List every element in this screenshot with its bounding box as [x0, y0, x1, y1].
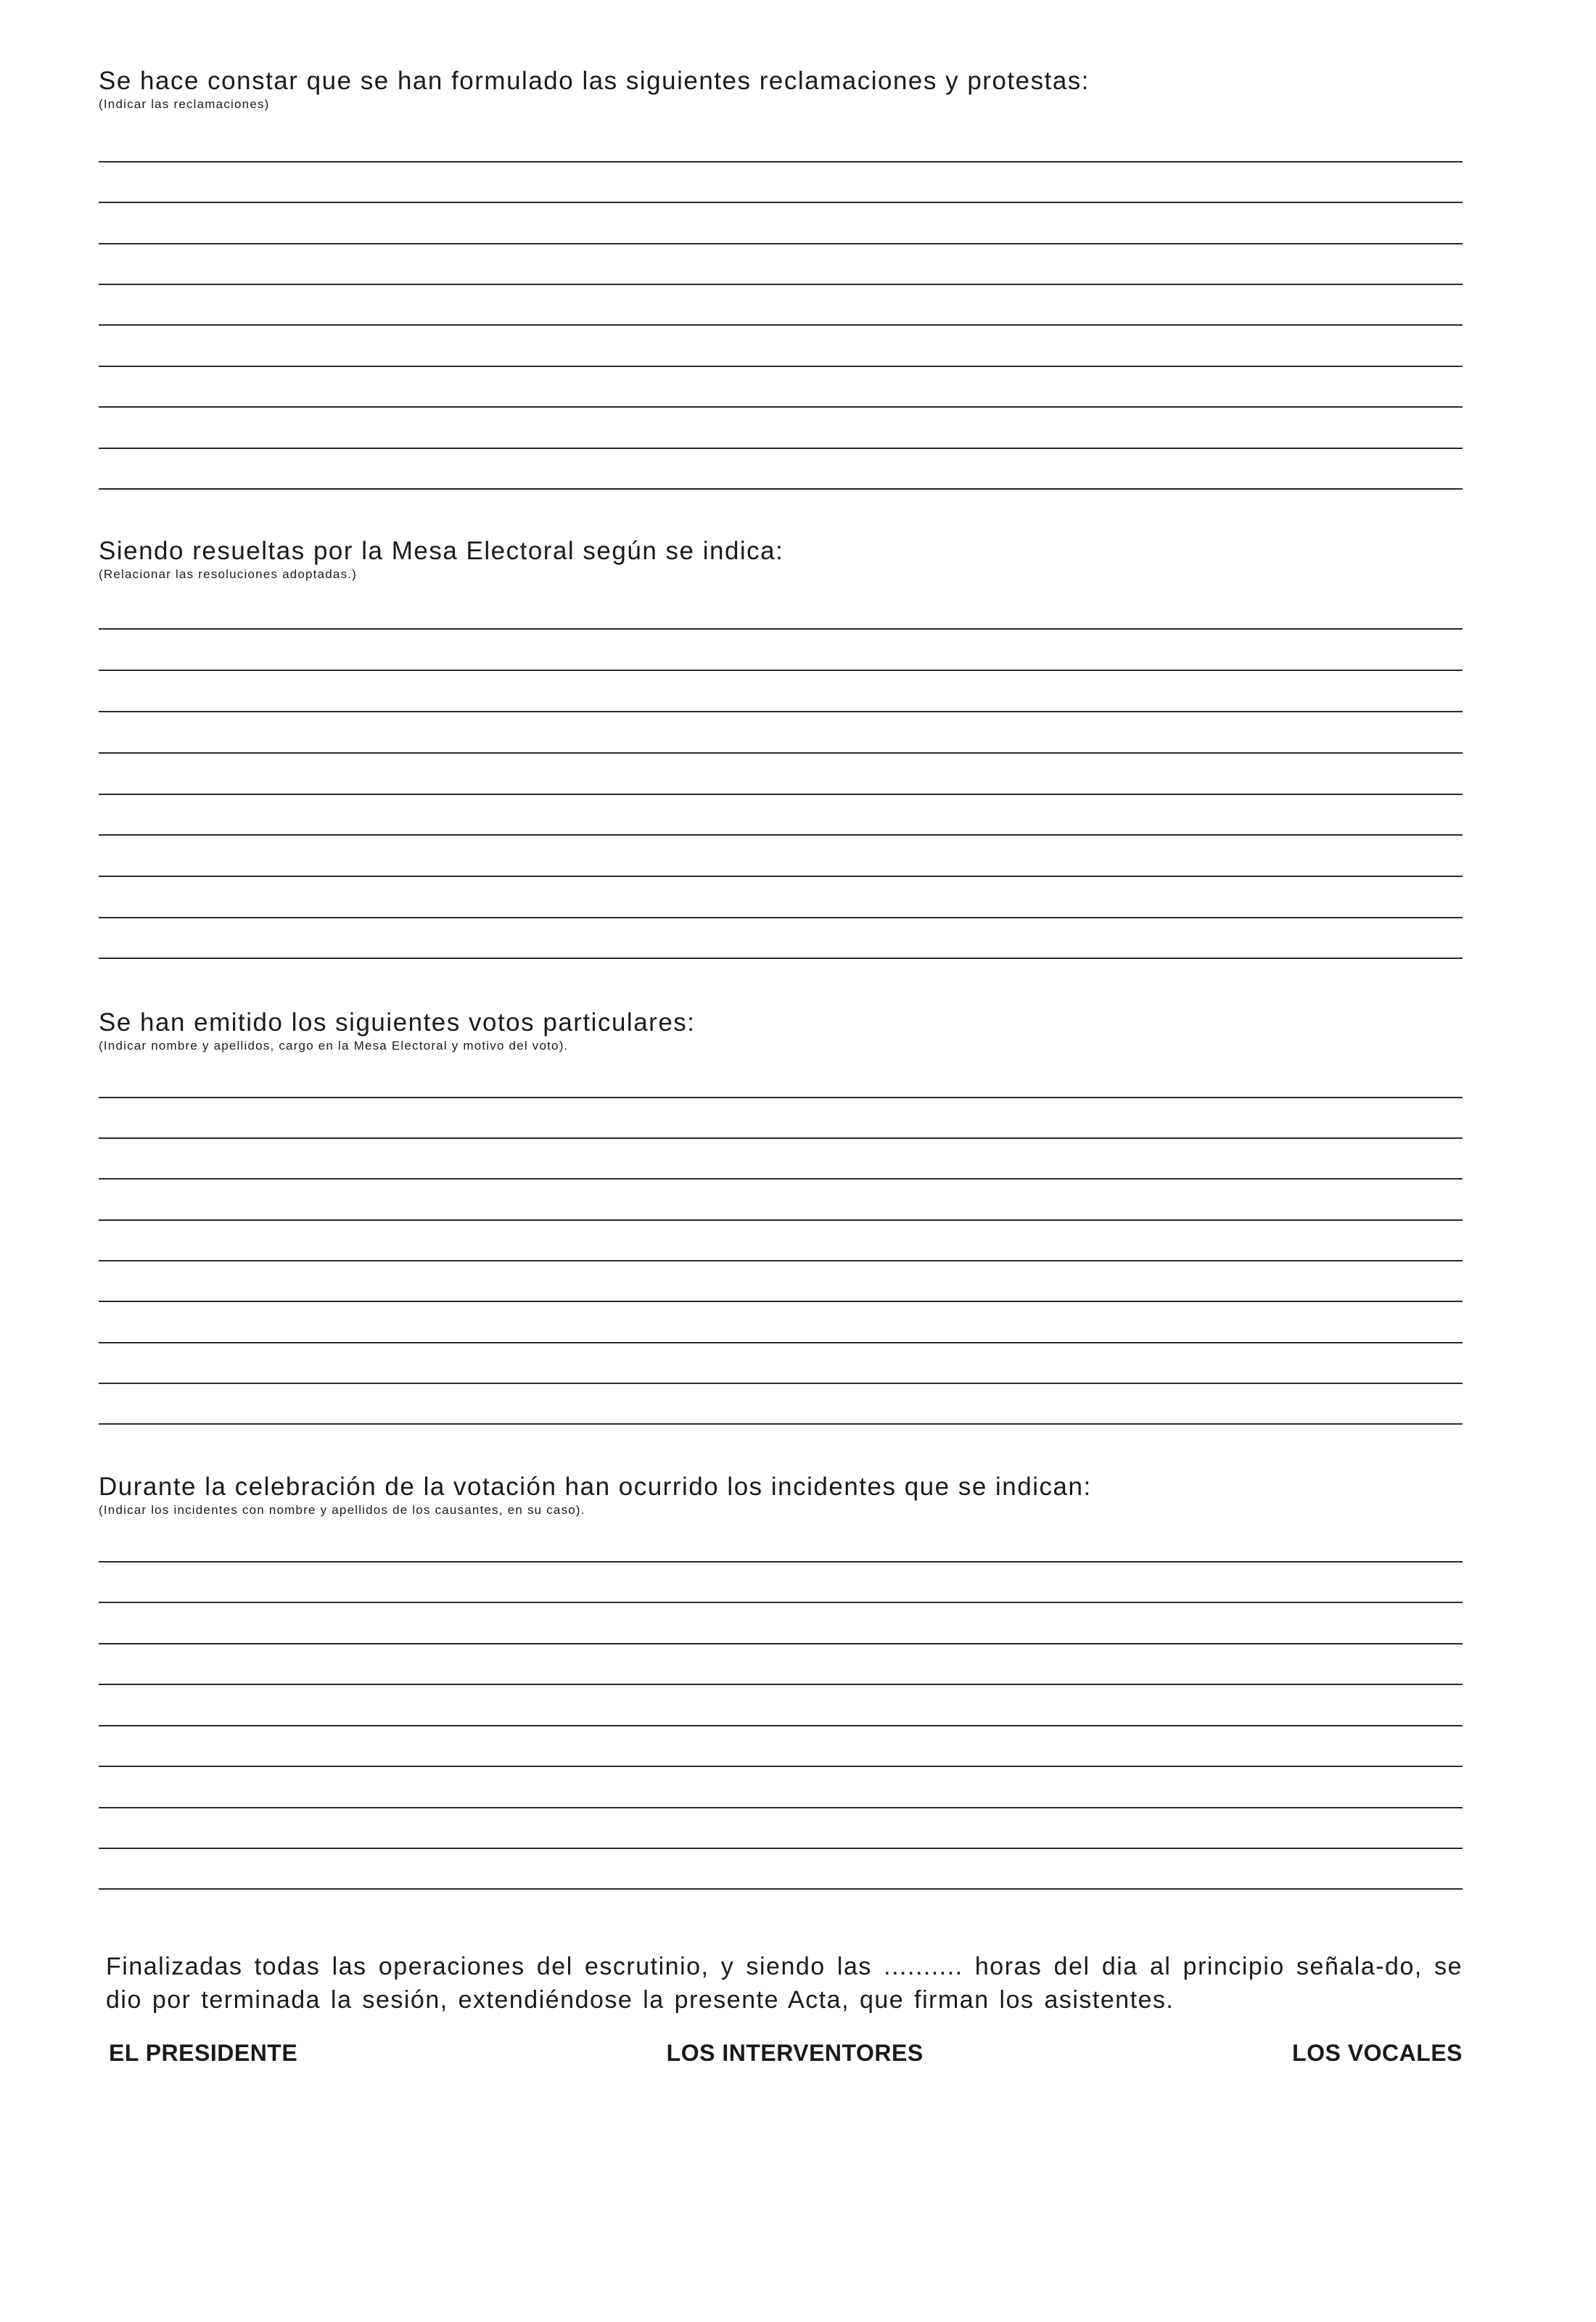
section-heading: Se hace constar que se han formulado las siguientes reclamaciones y protestas: — [99, 67, 1090, 95]
section-resoluciones — [99, 537, 1463, 582]
writing-line[interactable] — [99, 1725, 1463, 1726]
writing-line[interactable] — [99, 1684, 1463, 1685]
writing-line[interactable] — [99, 1807, 1463, 1808]
writing-line[interactable] — [99, 488, 1463, 490]
section-heading: Siendo resueltas por la Mesa Electoral según se indica: — [99, 537, 784, 565]
section-incidentes — [99, 1473, 1463, 1518]
writing-line[interactable] — [99, 284, 1463, 285]
writing-line[interactable] — [99, 670, 1463, 671]
writing-line[interactable] — [99, 161, 1463, 162]
writing-line[interactable] — [99, 628, 1463, 630]
section-heading: Se han emitido los siguientes votos particulares: — [99, 1008, 696, 1037]
writing-line[interactable] — [99, 1301, 1463, 1302]
signature-row — [109, 2040, 1463, 2067]
writing-line[interactable] — [99, 752, 1463, 754]
writing-line[interactable] — [99, 1561, 1463, 1563]
writing-line[interactable] — [99, 1342, 1463, 1343]
section-note: (Relacionar las resoluciones adoptadas.) — [99, 567, 358, 581]
writing-line[interactable] — [99, 1137, 1463, 1139]
section-note: (Indicar nombre y apellidos, cargo en la Mesa Electoral y motivo del voto). — [99, 1039, 569, 1053]
signature-interventores: LOS INTERVENTORES — [666, 2040, 924, 2066]
writing-line[interactable] — [99, 324, 1463, 326]
writing-line[interactable] — [99, 794, 1463, 795]
writing-line[interactable] — [99, 1097, 1463, 1098]
writing-line[interactable] — [99, 1260, 1463, 1261]
section-note: (Indicar los incidentes con nombre y apellidos de los causantes, en su caso). — [99, 1503, 585, 1517]
signature-president: EL PRESIDENTE — [109, 2040, 298, 2066]
writing-line[interactable] — [99, 406, 1463, 408]
closing-statement: Finalizadas todas las operaciones del escrutinio, y siendo las .......... horas del dia al principio señala-do, se dio por terminada la sesión, extendiéndose la presente Acta, que firman los asistentes. — [106, 1953, 1463, 2014]
signature-vocales: LOS VOCALES — [1292, 2040, 1463, 2066]
writing-line[interactable] — [99, 834, 1463, 836]
writing-line[interactable] — [99, 1423, 1463, 1425]
section-reclamaciones — [99, 67, 1463, 112]
writing-line[interactable] — [99, 243, 1463, 244]
writing-line[interactable] — [99, 366, 1463, 367]
writing-line[interactable] — [99, 1766, 1463, 1767]
writing-line[interactable] — [99, 917, 1463, 918]
section-votos-particulares — [99, 1008, 1463, 1053]
writing-line[interactable] — [99, 958, 1463, 959]
writing-line[interactable] — [99, 711, 1463, 712]
writing-line[interactable] — [99, 1219, 1463, 1221]
section-heading: Durante la celebración de la votación han ocurrido los incidentes que se indican: — [99, 1473, 1092, 1501]
writing-line[interactable] — [99, 1848, 1463, 1849]
writing-line[interactable] — [99, 1888, 1463, 1890]
writing-line[interactable] — [99, 1602, 1463, 1603]
section-note: (Indicar las reclamaciones) — [99, 97, 270, 111]
writing-line[interactable] — [99, 876, 1463, 877]
writing-line[interactable] — [99, 1178, 1463, 1179]
writing-line[interactable] — [99, 1383, 1463, 1384]
writing-line[interactable] — [99, 202, 1463, 203]
writing-line[interactable] — [99, 1643, 1463, 1644]
writing-line[interactable] — [99, 448, 1463, 449]
